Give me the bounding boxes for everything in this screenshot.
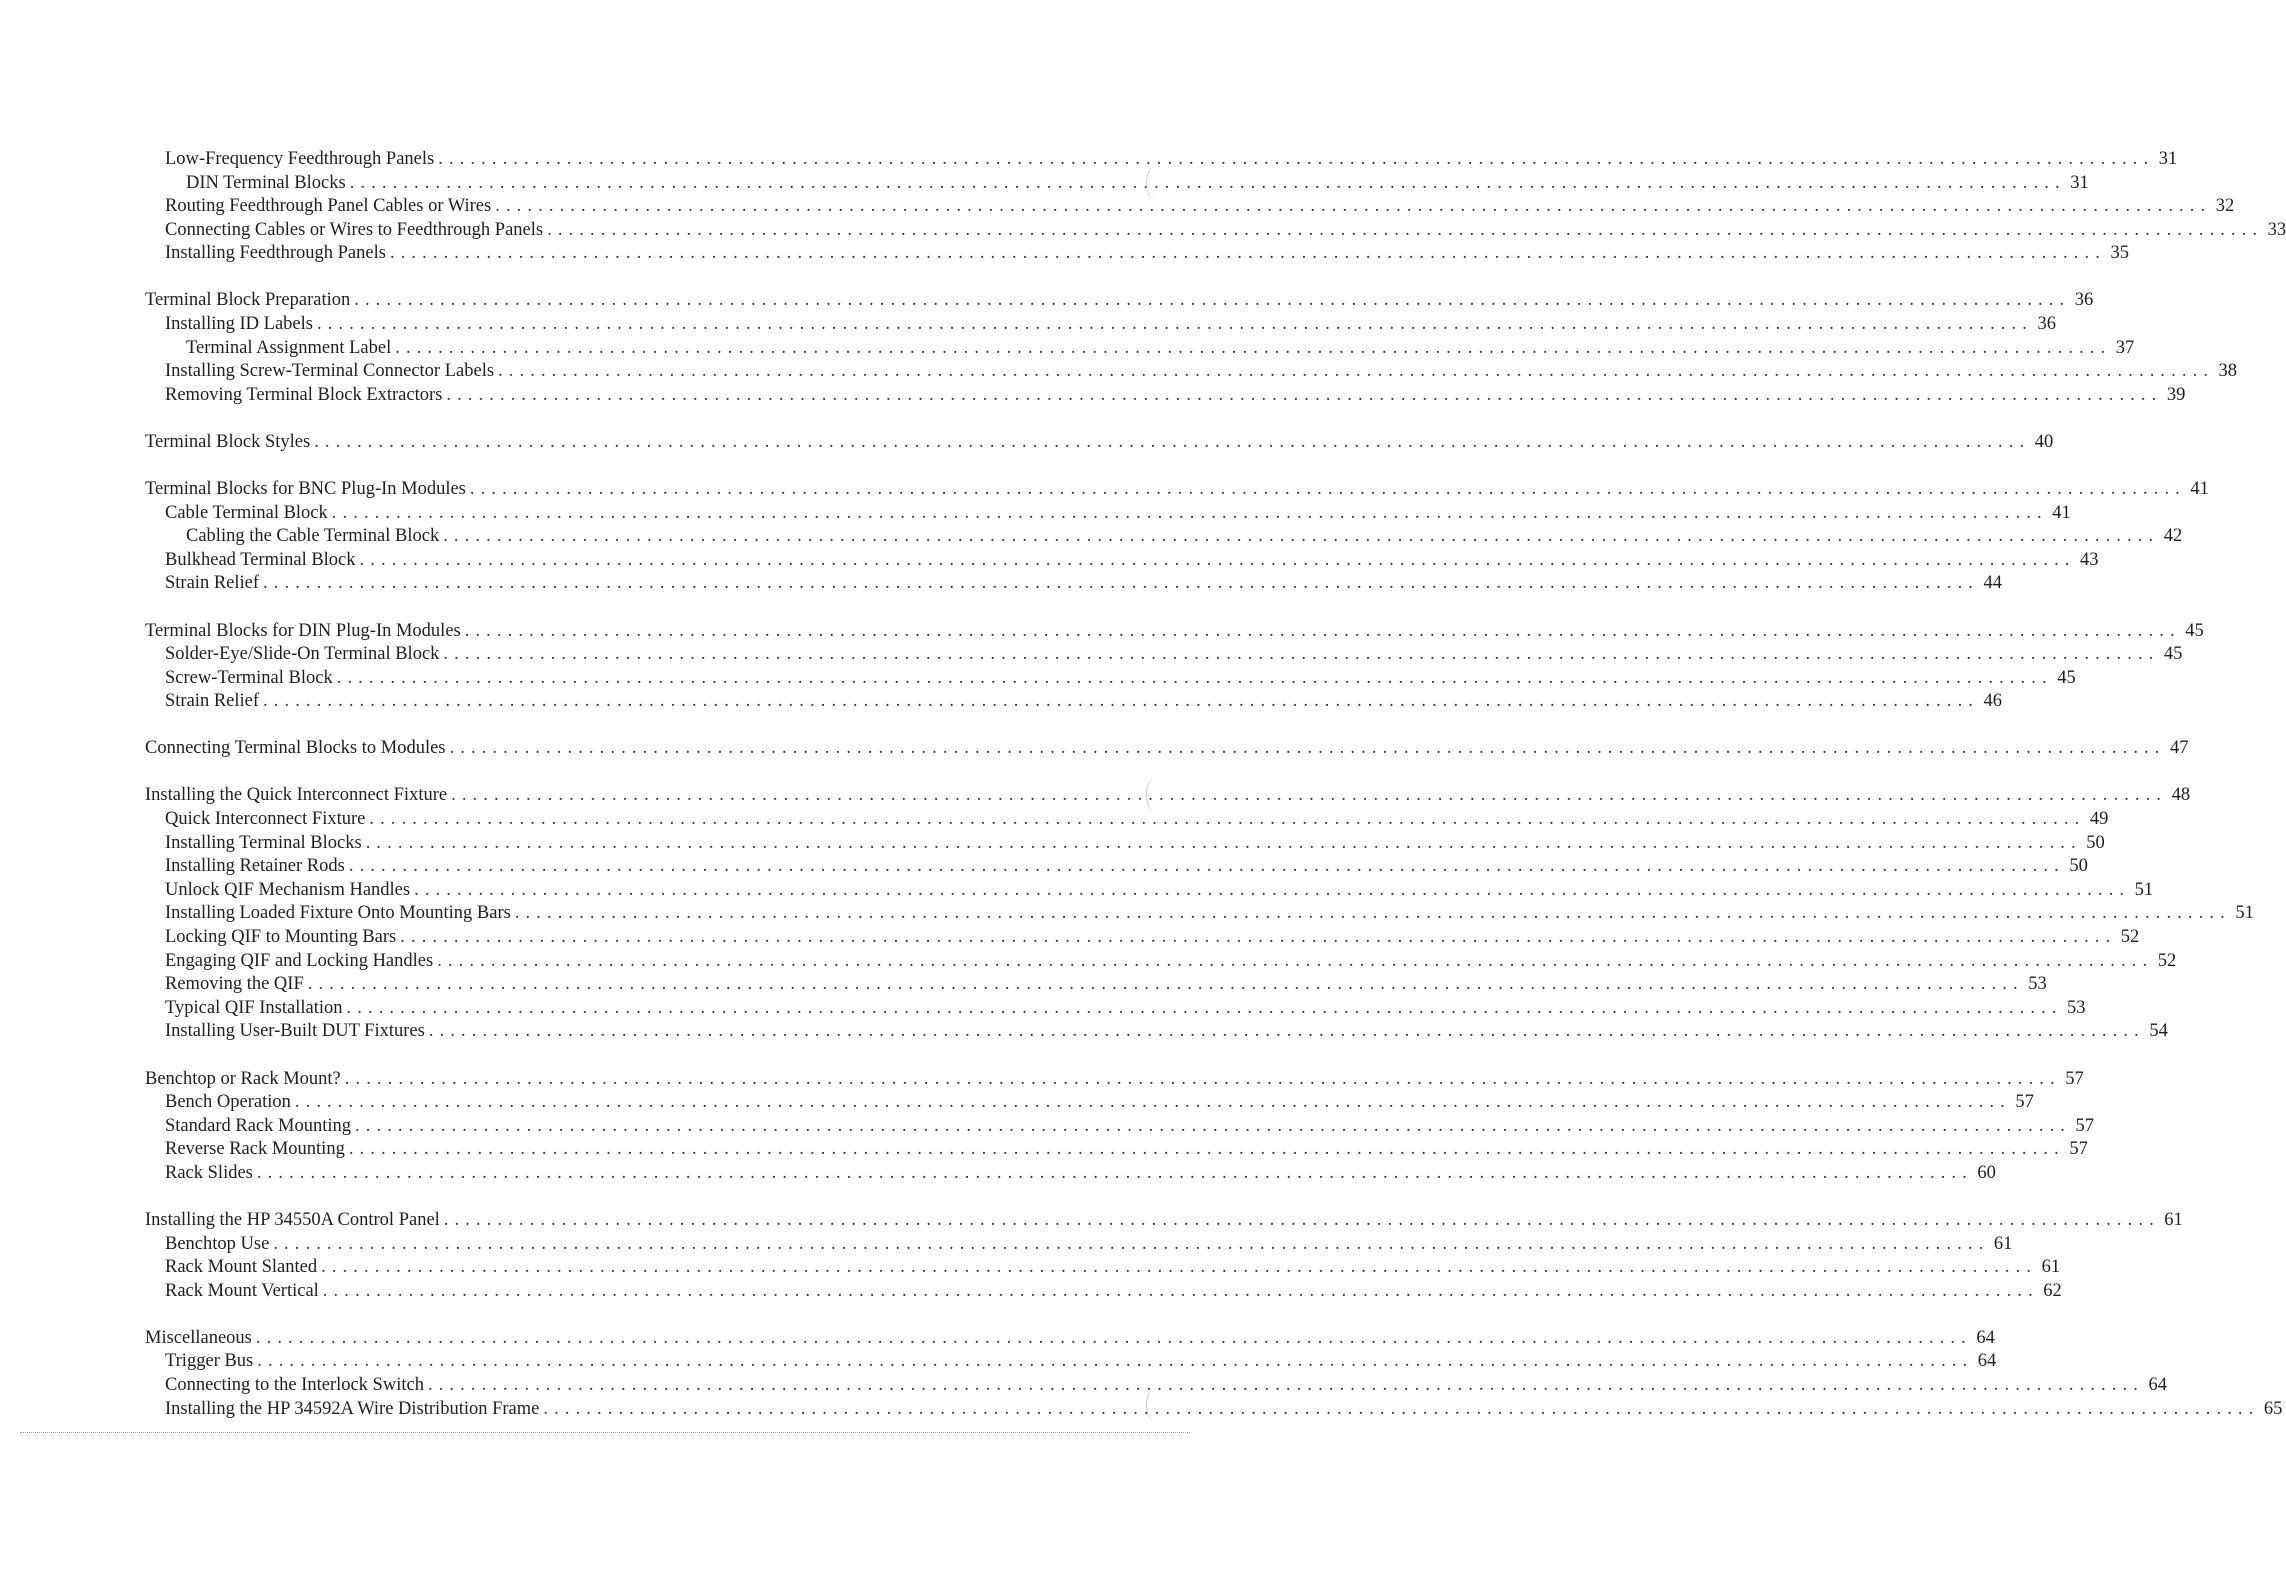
toc-entry-page: 51 xyxy=(2134,879,2154,900)
toc-entry[interactable] xyxy=(145,1091,2034,1115)
toc-entry-page: 36 xyxy=(2037,314,2056,335)
toc-group-benchtop-or-rack xyxy=(145,1068,2095,1186)
toc-entry[interactable] xyxy=(145,690,2003,714)
dot-leader: ................................................................................................................................................................ xyxy=(256,1162,1973,1183)
toc-entry[interactable] xyxy=(145,1209,2183,1233)
toc-entry[interactable] xyxy=(145,1162,1996,1186)
toc-entry-page: 46 xyxy=(1983,691,2003,712)
toc-entry[interactable] xyxy=(145,148,2178,172)
toc-entry-title: Screw-Terminal Block xyxy=(165,667,333,688)
toc-group-feedthrough xyxy=(145,148,2286,266)
toc-entry-page: 47 xyxy=(2170,738,2189,759)
dot-leader: ................................................................................................................................................................ xyxy=(437,950,2154,971)
dot-leader: ................................................................................................................................................................ xyxy=(446,384,2163,405)
toc-entry-page: 39 xyxy=(2166,384,2186,405)
toc-entry-page: 48 xyxy=(2171,785,2191,806)
dot-leader: ................................................................................................................................................................ xyxy=(451,785,2168,806)
dot-leader: ................................................................................................................................................................ xyxy=(443,644,2160,665)
toc-entry[interactable] xyxy=(145,1327,1995,1351)
toc-entry[interactable] xyxy=(145,1374,2167,1398)
toc-entry-title: Installing Feedthrough Panels xyxy=(165,243,386,264)
toc-entry-page: 64 xyxy=(1977,1351,1997,1372)
toc-entry-page: 65 xyxy=(2263,1398,2283,1419)
toc-entry-page: 57 xyxy=(2015,1092,2034,1113)
toc-entry-title: Connecting to the Interlock Switch xyxy=(165,1375,424,1396)
dot-leader: ................................................................................................................................................................ xyxy=(257,1351,1974,1372)
toc-entry-page: 61 xyxy=(2041,1257,2061,1278)
toc-entry-title: Installing Terminal Blocks xyxy=(165,832,362,853)
toc-entry-page: 38 xyxy=(2218,361,2238,382)
toc-entry-page: 64 xyxy=(1976,1327,1995,1348)
toc-entry[interactable] xyxy=(145,502,2071,526)
toc-group-control-panel xyxy=(145,1209,2183,1303)
toc-entry-title: Installing Loaded Fixture Onto Mounting Bars xyxy=(165,903,511,924)
toc-entry[interactable] xyxy=(145,242,2129,266)
toc-entry-title: Bulkhead Terminal Block xyxy=(165,549,356,570)
dot-leader: ................................................................................................................................................................ xyxy=(336,667,2053,688)
toc-entry-page: 53 xyxy=(2028,974,2047,995)
toc-entry-page: 54 xyxy=(2149,1021,2168,1042)
toc-entry-title: Cable Terminal Block xyxy=(165,502,328,523)
toc-entry-page: 61 xyxy=(2164,1209,2183,1230)
page-bottom-rule xyxy=(20,1432,1190,1433)
toc-entry-page: 49 xyxy=(2089,809,2109,830)
dot-leader: ................................................................................................................................................................ xyxy=(414,879,2131,900)
toc-entry[interactable] xyxy=(145,1068,2084,1092)
toc-entry-page: 50 xyxy=(2069,856,2088,877)
toc-entry-page: 45 xyxy=(2185,620,2204,641)
dot-leader: ................................................................................................................................................................ xyxy=(273,1233,1990,1254)
dot-leader: ................................................................................................................................................................ xyxy=(314,431,2031,452)
toc-group-connecting-terminal-blocks xyxy=(145,737,2189,761)
toc-entry[interactable] xyxy=(145,620,2204,644)
dot-leader: ................................................................................................................................................................ xyxy=(547,219,2264,240)
toc-entry-page: 64 xyxy=(2148,1375,2167,1396)
toc-entry-title: Connecting Terminal Blocks to Modules xyxy=(145,738,446,759)
dot-leader: ................................................................................................................................................................ xyxy=(263,691,1980,712)
toc-entry-title: DIN Terminal Blocks xyxy=(186,172,346,193)
toc-entry-title: Removing Terminal Block Extractors xyxy=(165,384,443,405)
toc-entry-title: Standard Rack Mounting xyxy=(165,1115,352,1136)
toc-entry-title: Rack Slides xyxy=(165,1162,253,1183)
toc-entry-title: Installing User-Built DUT Fixtures xyxy=(165,1021,425,1042)
dot-leader: ................................................................................................................................................................ xyxy=(263,573,1980,594)
toc-entry[interactable] xyxy=(145,1256,2061,1280)
toc-entry-title: Installing the HP 34550A Control Panel xyxy=(145,1209,440,1230)
dot-leader: ................................................................................................................................................................ xyxy=(514,903,2231,924)
dot-leader: ................................................................................................................................................................ xyxy=(428,1021,2145,1042)
toc-entry[interactable] xyxy=(145,172,2089,196)
toc-entry-title: Bench Operation xyxy=(165,1092,291,1113)
toc-entry[interactable] xyxy=(145,1020,2168,1044)
toc-entry-page: 52 xyxy=(2120,927,2140,948)
toc-entry-title: Terminal Block Styles xyxy=(145,431,311,452)
toc-entry-title: Terminal Blocks for DIN Plug-In Modules xyxy=(145,620,461,641)
dot-leader: ................................................................................................................................................................ xyxy=(316,314,2033,335)
dot-leader: ................................................................................................................................................................ xyxy=(427,1375,2144,1396)
toc-entry-title: Removing the QIF xyxy=(165,974,304,995)
dot-leader: ................................................................................................................................................................ xyxy=(307,974,2024,995)
dot-leader: ................................................................................................................................................................ xyxy=(348,1139,2065,1160)
dot-leader: ................................................................................................................................................................ xyxy=(331,502,2048,523)
toc-entry-title: Typical QIF Installation xyxy=(165,997,343,1018)
dot-leader: ................................................................................................................................................................ xyxy=(438,149,2155,169)
toc-entry-page: 61 xyxy=(1993,1233,2013,1254)
toc-entry-title: Quick Interconnect Fixture xyxy=(165,809,366,830)
toc-entry[interactable] xyxy=(145,950,2177,974)
dot-leader: ................................................................................................................................................................ xyxy=(294,1092,2011,1113)
toc-entry[interactable] xyxy=(145,525,2183,549)
toc-entry[interactable] xyxy=(145,879,2154,903)
toc-entry-title: Cabling the Cable Terminal Block xyxy=(186,526,440,547)
toc-entry-page: 45 xyxy=(2163,644,2183,665)
toc-entry-title: Connecting Cables or Wires to Feedthrough Panels xyxy=(165,219,544,240)
toc-entry[interactable] xyxy=(145,832,2105,856)
dot-leader: ................................................................................................................................................................ xyxy=(389,243,2106,264)
toc-entry-page: 31 xyxy=(2158,149,2178,169)
toc-entry[interactable] xyxy=(145,572,2003,596)
dot-leader: ................................................................................................................................................................ xyxy=(443,526,2160,547)
toc-entry[interactable] xyxy=(145,643,2183,667)
toc-entry[interactable] xyxy=(145,289,2094,313)
dot-leader: ................................................................................................................................................................ xyxy=(348,856,2065,877)
toc-entry[interactable] xyxy=(145,855,2088,879)
dot-leader: ................................................................................................................................................................ xyxy=(365,832,2082,853)
toc-entry-page: 52 xyxy=(2157,950,2177,971)
toc-group-quick-interconnect-fixture xyxy=(145,784,2254,1044)
toc-entry-title: Terminal Block Preparation xyxy=(145,290,351,311)
toc-entry-title: Terminal Blocks for BNC Plug-In Modules xyxy=(145,479,466,500)
dot-leader: ................................................................................................................................................................ xyxy=(395,337,2112,358)
toc-entry[interactable] xyxy=(145,549,2099,573)
toc-entry[interactable] xyxy=(145,1138,2088,1162)
toc-entry[interactable] xyxy=(145,1233,2013,1257)
toc-entry-title: Locking QIF to Mounting Bars xyxy=(165,927,397,948)
toc-entry[interactable] xyxy=(145,219,2286,243)
toc-entry[interactable] xyxy=(145,784,2191,808)
toc-entry-title: Terminal Assignment Label xyxy=(186,337,392,358)
toc-entry-title: Strain Relief xyxy=(165,691,260,712)
toc-entry-page: 62 xyxy=(2043,1280,2062,1301)
toc-entry-title: Unlock QIF Mechanism Handles xyxy=(165,879,411,900)
toc-entry[interactable] xyxy=(145,808,2109,832)
dot-leader: ................................................................................................................................................................ xyxy=(354,290,2071,311)
toc-entry[interactable] xyxy=(145,973,2047,997)
dot-leader: ................................................................................................................................................................ xyxy=(400,927,2117,948)
toc-entry-page: 45 xyxy=(2057,667,2076,688)
toc-entry-title: Benchtop Use xyxy=(165,1233,270,1254)
toc-entry-title: Solder-Eye/Slide-On Terminal Block xyxy=(165,644,440,665)
toc-entry-page: 41 xyxy=(2190,479,2209,500)
toc-entry-title: Miscellaneous xyxy=(145,1327,252,1348)
dot-leader: ................................................................................................................................................................ xyxy=(469,479,2186,500)
toc-entry-title: Installing Retainer Rods xyxy=(165,856,345,877)
toc-entry-page: 50 xyxy=(2086,832,2105,853)
dot-leader: ................................................................................................................................................................ xyxy=(449,738,2166,759)
dot-leader: ................................................................................................................................................................ xyxy=(255,1327,1972,1348)
toc-entry[interactable] xyxy=(145,926,2140,950)
toc-entry[interactable] xyxy=(145,667,2076,691)
dot-leader: ................................................................................................................................................................ xyxy=(355,1115,2072,1136)
toc-entry-title: Rack Mount Vertical xyxy=(165,1280,319,1301)
toc-entry[interactable] xyxy=(145,1280,2062,1304)
toc-entry[interactable] xyxy=(145,384,2186,408)
dot-leader: ................................................................................................................................................................ xyxy=(344,1068,2061,1089)
toc-entry-title: Reverse Rack Mounting xyxy=(165,1139,345,1160)
toc-entry-title: Benchtop or Rack Mount? xyxy=(145,1068,341,1089)
dot-leader: ................................................................................................................................................................ xyxy=(346,997,2063,1018)
toc-entry-page: 41 xyxy=(2052,502,2071,523)
dot-leader: ................................................................................................................................................................ xyxy=(495,196,2212,217)
toc-entry[interactable] xyxy=(145,431,2054,455)
toc-entry[interactable] xyxy=(145,1350,1997,1374)
toc-entry[interactable] xyxy=(145,337,2135,361)
toc-entry-page: 37 xyxy=(2115,337,2135,358)
toc-entry-page: 57 xyxy=(2069,1139,2088,1160)
toc-entry[interactable] xyxy=(145,737,2189,761)
dot-leader: ................................................................................................................................................................ xyxy=(498,361,2215,382)
toc-entry[interactable] xyxy=(145,478,2209,502)
toc-entry-page: 42 xyxy=(2163,526,2183,547)
toc-entry[interactable] xyxy=(145,313,2056,337)
dot-leader: ................................................................................................................................................................ xyxy=(321,1257,2038,1278)
toc-group-din-terminal-blocks xyxy=(145,620,2204,714)
toc-entry-title: Installing Screw-Terminal Connector Labels xyxy=(165,361,495,382)
toc-entry-title: Low-Frequency Feedthrough Panels xyxy=(165,149,435,169)
table-of-contents xyxy=(145,148,2286,1445)
dot-leader: ................................................................................................................................................................ xyxy=(464,620,2181,641)
toc-entry[interactable] xyxy=(145,997,2086,1021)
toc-entry-page: 40 xyxy=(2034,431,2054,452)
dot-leader: ................................................................................................................................................................ xyxy=(443,1209,2160,1230)
toc-entry-title: Rack Mount Slanted xyxy=(165,1257,318,1278)
toc-entry-title: Installing ID Labels xyxy=(165,314,313,335)
dot-leader: ................................................................................................................................................................ xyxy=(369,809,2086,830)
toc-entry[interactable] xyxy=(145,902,2254,926)
toc-entry-page: 44 xyxy=(1983,573,2003,594)
toc-entry-page: 57 xyxy=(2065,1068,2084,1089)
toc-group-bnc-terminal-blocks xyxy=(145,478,2209,596)
dot-leader: ................................................................................................................................................................ xyxy=(359,549,2076,570)
toc-entry-page: 33 xyxy=(2267,219,2286,240)
toc-entry-title: Installing the HP 34592A Wire Distribution Frame xyxy=(165,1398,540,1419)
scan-binding-mark xyxy=(1146,166,1165,200)
toc-group-terminal-block-preparation xyxy=(145,289,2238,407)
toc-entry-page: 32 xyxy=(2215,196,2235,217)
toc-entry-page: 51 xyxy=(2235,903,2254,924)
toc-group-miscellaneous xyxy=(145,1327,2283,1421)
dot-leader: ................................................................................................................................................................ xyxy=(349,172,2066,193)
toc-entry-title: Installing the Quick Interconnect Fixture xyxy=(145,785,448,806)
toc-entry[interactable] xyxy=(145,360,2238,384)
toc-entry-page: 31 xyxy=(2070,172,2089,193)
toc-entry[interactable] xyxy=(145,1398,2283,1422)
scan-binding-mark xyxy=(1146,778,1165,812)
toc-entry-page: 43 xyxy=(2080,549,2099,570)
toc-entry-page: 60 xyxy=(1977,1162,1996,1183)
toc-entry-page: 36 xyxy=(2074,290,2094,311)
toc-entry-page: 53 xyxy=(2067,997,2086,1018)
toc-entry[interactable] xyxy=(145,195,2235,219)
dot-leader: ................................................................................................................................................................ xyxy=(322,1280,2039,1301)
toc-entry-page: 57 xyxy=(2075,1115,2095,1136)
toc-entry-title: Engaging QIF and Locking Handles xyxy=(165,950,434,971)
toc-entry-title: Strain Relief xyxy=(165,573,260,594)
toc-group-terminal-block-styles xyxy=(145,431,2054,455)
toc-entry-title: Routing Feedthrough Panel Cables or Wires xyxy=(165,196,492,217)
scan-binding-mark xyxy=(1146,1388,1165,1422)
toc-entry-page: 35 xyxy=(2110,243,2129,264)
toc-entry-title: Trigger Bus xyxy=(165,1351,254,1372)
toc-entry[interactable] xyxy=(145,1115,2095,1139)
dot-leader: ................................................................................................................................................................ xyxy=(543,1398,2260,1419)
